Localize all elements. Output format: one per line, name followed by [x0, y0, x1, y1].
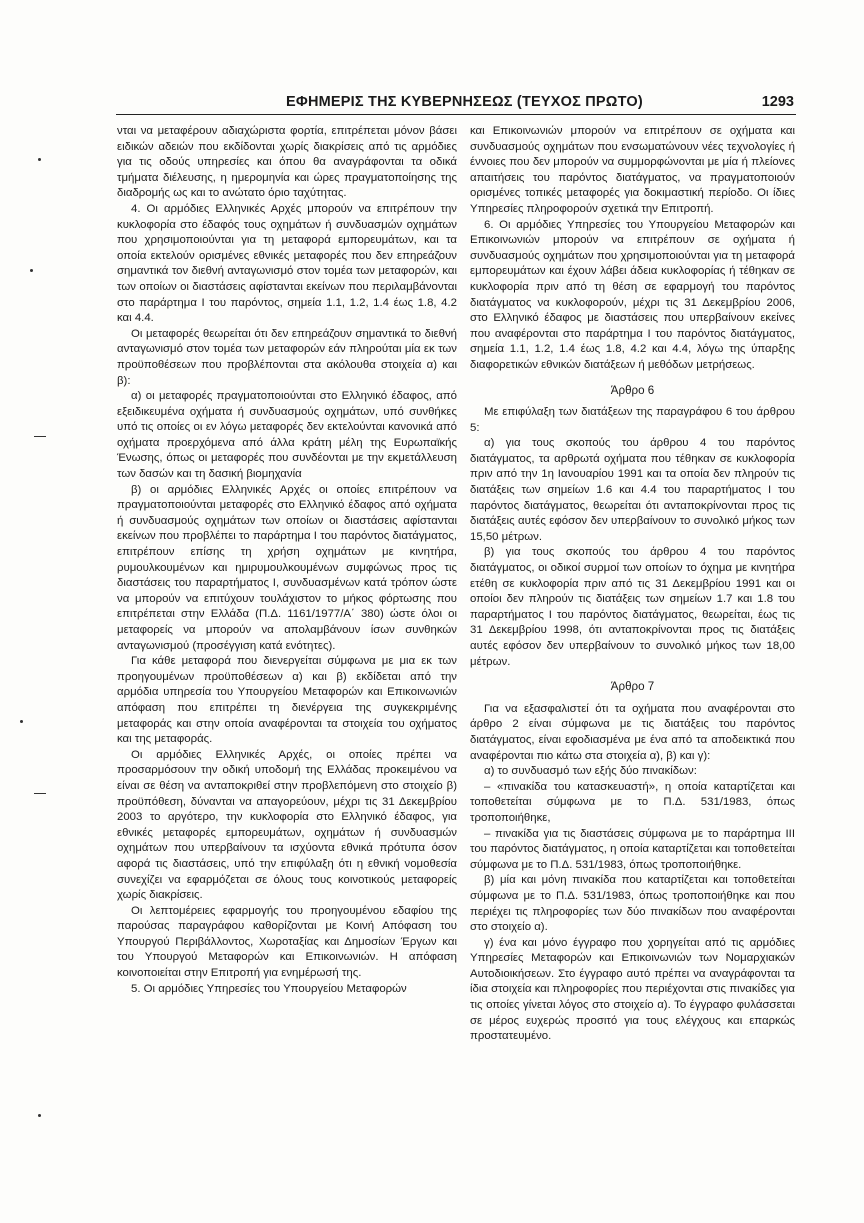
paragraph: 5. Οι αρμόδιες Υπηρεσίες του Υπουργείου Μεταφορών — [131, 982, 407, 995]
scan-dot — [38, 158, 41, 161]
paragraph: Οι μεταφορές θεωρείται ότι δεν επηρεάζουν σημαντικά το διεθνή ανταγωνισμό στον τομέα των μεταφορών εάν πληρούται μία εκ των προϋποθέσεων που προβλέπονται στα ακόλουθα στοιχεία α) και β): — [117, 327, 457, 387]
scan-dot — [20, 720, 23, 723]
paragraph: Με επιφύλαξη των διατάξεων της παραγράφου 6 του άρθρου 5: — [470, 406, 795, 434]
scan-mark — [34, 436, 46, 437]
right-column — [470, 124, 795, 1045]
paragraph: νται να μεταφέρουν αδιαχώριστα φορτία, επιτρέπεται μόνον βάσει ειδικών αδειών που εκδίδονται χωρίς διακρίσεις από τις αρμόδιες για τις οδούς υπηρεσίες και όπου θα αναγράφονται τα οδικά τμήματα διέλευσης, η ημερομηνία και ώρες πραγματοποίησης της διαδρομής ως και το ανώτατο όριο ταχύτητας. — [117, 125, 457, 200]
page-header — [118, 94, 794, 116]
article-heading-6: Άρθρο 6 — [610, 383, 655, 397]
paragraph: β) μία και μόνη πινακίδα που καταρτίζεται και τοποθετείται σύμφωνα με το Π.Δ. 531/1983, όπως τροποποιήθηκε και που περιέχει τις πληροφορίες των δύο πινακίδων που αναφέρονται στο στοιχείο α). — [470, 874, 795, 934]
paragraph: Για να εξασφαλιστεί ότι τα οχήματα που αναφέρονται στο άρθρο 2 είναι σύμφωνα με τις διατάξεις του παρόντος διατάγματος, είναι εφοδιασμένα με ένα από τα αποδεικτικά που αναφέρονται πιο κάτω στα στοιχεία α), β) και γ): — [470, 702, 795, 762]
header-rule — [116, 114, 796, 115]
paragraph: 4. Οι αρμόδιες Ελληνικές Αρχές μπορούν να επιτρέπουν την κυκλοφορία στο έδαφός τους οχημάτων ή συνδυασμών οχημάτων που χρησιμοποιούνται για τη μεταφορά εμπορευμάτων, και τα οποία εκτελούν ορισμένες εθνικές μεταφορές που δεν επηρεάζουν σημαντικά τον διεθνή ανταγωνισμό στον τομέα των μεταφορών, και των οποίων οι διαστάσεις αφίστανται εκείνων που περιλαμβάνονται στο παράρτημα Ι του παρόντος, σημεία 1.1, 1.2, 1.4 έως 1.8, 4.2 και 4.4. — [117, 202, 457, 325]
page-number: 1293 — [761, 94, 794, 110]
paragraph: α) για τους σκοπούς του άρθρου 4 του παρόντος διατάγματος, τα αρθρωτά οχήματα που τέθηκαν σε κυκλοφορία πριν από την 1η Ιανουαρίου 1991 και τα οποία δεν πληρούν τις διατάξεις των σημείων 1.6 και 4.4 του παραρτήματος Ι του παρόντος διατάγματος, θεωρείται ότι ανταποκρίνονται προς τις διατάξεις αυτές εφόσον δεν υπερβαίνουν το συνολικό μήκος των 15,50 μέτρων. — [470, 437, 795, 543]
paragraph: – πινακίδα για τις διαστάσεις σύμφωνα με το παράρτημα ΙΙΙ του παρόντος διατάγματος, η οποία καταρτίζεται και τοποθετείται σύμφωνα με το Π.Δ. 531/1983, όπως τροποποιήθηκε. — [470, 827, 795, 871]
article-heading-7: Άρθρο 7 — [610, 680, 655, 694]
paragraph: β) για τους σκοπούς του άρθρου 4 του παρόντος διατάγματος, οι οδικοί συρμοί των οποίων το όχημα με κινητήρα ετέθη σε κυκλοφορία πριν από τις 31 Δεκεμβρίου 1991 και οι οποίοι δεν πληρούν τις διατάξεις των σημείων 1.7 και 1.8 του παραρτήματος Ι του παρόντος διατάγματος, θεωρείται, έως τις 31 Δεκεμβρίου 1998, ότι ανταποκρίνονται προς τις διατάξεις αυτές εφόσον δεν υπερβαίνουν το συνολικό μήκος των 18,00 μέτρων. — [470, 546, 795, 668]
paragraph: και Επικοινωνιών μπορούν να επιτρέπουν σε οχήματα και συνδυασμούς οχημάτων που ενσωματώνουν νέες τεχνολογίες ή έννοιες που δεν μπορούν να συμμορφώνονται με μία ή πλείονες απαιτήσεις του παρόντος διατάγματος, να πραγματοποιούν ορισμένες τοπικές μεταφορές για δοκιμαστική περίοδο. Οι ίδιες Υπηρεσίες πληροφορούν σχετικά την Επιτροπή. — [470, 125, 795, 215]
scan-dot — [38, 1114, 41, 1117]
left-column — [117, 124, 457, 997]
gazette-title: ΕΦΗΜΕΡΙΣ ΤΗΣ ΚΥΒΕΡΝΗΣΕΩΣ (ΤΕΥΧΟΣ ΠΡΩΤΟ) — [286, 94, 643, 110]
paragraph: α) οι μεταφορές πραγματοποιούνται στο Ελληνικό έδαφος, από εξειδικευμένα οχήματα ή συνδυασμούς οχημάτων, υπό συνθήκες υπό τις οποίες οι εν λόγω μεταφορές δεν εκτελούνται κανονικά από οχήματα προερχόμενα από άλλα κράτη μέλη της Ευρωπαϊκής Ένωσης, όπως οι μεταφορές που συνδέονται με την εκμετάλλευση των δασών και τη δασική βιομηχανία — [117, 390, 457, 481]
paragraph: γ) ένα και μόνο έγγραφο που χορηγείται από τις αρμόδιες Υπηρεσίες Μεταφορών και Επικοινωνιών των Νομαρχιακών Αυτοδιοικήσεων. Στο έγγραφο αυτό πρέπει να αναγράφονται τα ίδια στοιχεία και πληροφορίες που περιέχονται στις πινακίδες για τις οποίες γίνεται λόγος στο στοιχείο α). Το έγγραφο φυλάσσεται σε μέρος ευχερώς προσιτό για τους ελέγχους και επαρκώς προστατευμένο. — [470, 936, 795, 1043]
paragraph: – «πινακίδα του κατασκευαστή», η οποία καταρτίζεται και τοποθετείται σύμφωνα με το Π.Δ. 531/1983, όπως τροποποιήθηκε, — [470, 780, 795, 824]
paragraph: β) οι αρμόδιες Ελληνικές Αρχές οι οποίες επιτρέπουν να πραγματοποιούνται μεταφορές στο Ελληνικό έδαφος από οχήματα ή συνδυασμούς οχημάτων των οποίων οι διαστάσεις αφίστανται εκείνων που προβλέπει το παράρτημα Ι του παρόντος διατάγματος, επιτρέπουν επίσης τη χρήση οχημάτων με κινητήρα, ρυμουλκουμένων και ημιρυμουλκουμένων συμφώνως προς τις διαστάσεις του παραρτήματος Ι, συνδυασμένων κατά τρόπον ώστε να μπορούν να επιτύχουν τουλάχιστον το μήκος φόρτωσης που επιτρέπεται στην Ελλάδα (Π.Δ. 1161/1977/Α΄ 380) ώστε όλοι οι μεταφορείς να μπορούν να απολαμβάνουν ίσων συνθηκών ανταγωνισμού (προσέγγιση κατά ενότητες). — [117, 483, 457, 652]
paragraph: α) το συνδυασμό των εξής δύο πινακίδων: — [484, 765, 697, 778]
paragraph: Οι λεπτομέρειες εφαρμογής του προηγουμένου εδαφίου της παρούσας παραγράφου καθορίζονται με Κοινή Απόφαση του Υπουργού Περιβάλλοντος, Χωροταξίας και Δημοσίων Έργων και του Υπουργού Μεταφορών και Επικοινωνιών. Η απόφαση κοινοποιείται στην Επιτροπή για ενημέρωσή της. — [117, 904, 457, 980]
paragraph: 6. Οι αρμόδιες Υπηρεσίες του Υπουργείου Μεταφορών και Επικοινωνιών μπορούν να επιτρέπουν σε οχήματα ή συνδυασμούς οχημάτων που χρησιμοποιούνται για τη μεταφορά εμπορευμάτων και έχουν λάβει άδεια κυκλοφορίας ή τέθηκαν σε κυκλοφορία πριν από τη θέση σε εφαρμογή του παρόντος διατάγματος να κυκλοφορούν, μέχρι τις 31 Δεκεμβρίου 2006, στο Ελληνικό έδαφος με διαστάσεις που υπερβαίνουν εκείνες που αναφέρονται στο παράρτημα Ι του παρόντος διατάγματος, σημεία 1.1, 1.2, 1.4 έως 1.8, 4.2 και 4.4, λόγω της ύπαρξης διαφορετικών εθνικών διατάξεων ή μεθόδων μετρήσεως. — [470, 218, 795, 371]
scan-dot — [30, 269, 33, 272]
paragraph: Οι αρμόδιες Ελληνικές Αρχές, οι οποίες πρέπει να προσαρμόσουν την οδική υποδομή της Ελλάδας προκειμένου να είναι σε θέση να ανταποκριθεί στην προβλεπόμενη στο στοιχείο β) προϋπόθεση, δύνανται να απαγορεύουν, μέχρι τις 31 Δεκεμβρίου 2003 το αργότερο, την κυκλοφορία στο Ελληνικό έδαφος, για εθνικές μεταφορές εμπορευμάτων, οχημάτων ή συνδυασμών οχημάτων που υπερβαίνουν τα ισχύοντα εθνικά πρότυπα όσον αφορά τις διαστάσεις, υπό την επιφύλαξη ότι η εθνική νομοθεσία συνεχίζει να εφαρμόζεται σε όλους τους κοινοτικούς μεταφορείς χωρίς διακρίσεις. — [117, 748, 457, 902]
scan-mark — [34, 793, 46, 794]
paragraph: Για κάθε μεταφορά που διενεργείται σύμφωνα με μια εκ των προηγουμένων προϋποθέσεων α) και β) εκδίδεται από την αρμόδια υπηρεσία του Υπουργείου Μεταφορών και Επικοινωνιών απόφαση που επιτρέπει τη διενέργεια της συγκεκριμένης μεταφοράς και στην οποία αναφέρονται τα στοιχεία του οχήματος και της μεταφοράς. — [117, 655, 457, 746]
